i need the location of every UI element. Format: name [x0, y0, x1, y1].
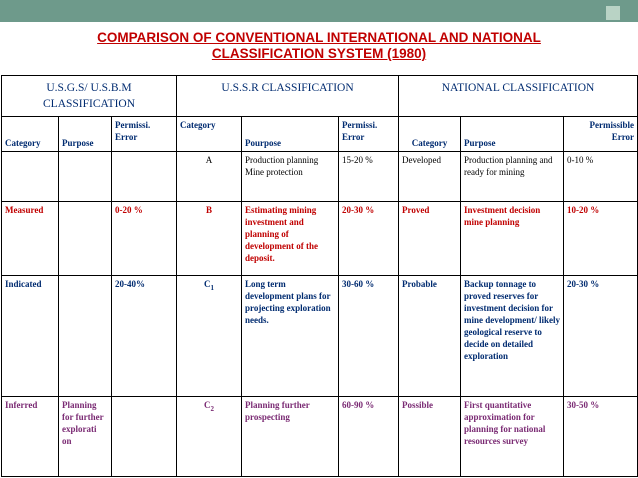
table-row [2, 202, 638, 276]
title-line-2: CLASSIFICATION SYSTEM (1980) [211, 46, 427, 61]
nat-error-cell: 20-30 % [564, 276, 638, 397]
ussr-purpose-cell: Planning further prospecting [242, 397, 339, 477]
usgs-error-cell [112, 397, 177, 477]
page-title [0, 30, 638, 62]
group-usgs: U.S.G.S/ U.S.B.M CLASSIFICATION [2, 76, 177, 117]
group-header-row [2, 76, 638, 117]
ussr-purpose-cell: Long term development plans for projecting exploration needs. [242, 276, 339, 397]
nat-purpose-cell: Investment decision mine planning [461, 202, 564, 276]
usgs-error-cell [112, 152, 177, 202]
header-nat-purpose: Purpose [461, 117, 564, 152]
usgs-category-cell: Inferred [2, 397, 59, 477]
group-national: NATIONAL CLASSIFICATION [399, 76, 638, 117]
table-row [2, 152, 638, 202]
ussr-purpose-cell: Estimating mining investment and planning of development of the deposit. [242, 202, 339, 276]
ussr-error-cell: 15-20 % [339, 152, 399, 202]
nat-error-cell: 10-20 % [564, 202, 638, 276]
header-usgs-category: Category [2, 117, 59, 152]
ussr-error-cell: 60-90 % [339, 397, 399, 477]
nat-error-cell: 30-50 % [564, 397, 638, 477]
ussr-category-subscript: 2 [210, 404, 215, 413]
classification-table [1, 75, 638, 477]
usgs-category-cell: Indicated [2, 276, 59, 397]
header-nat-category: Category [399, 117, 461, 152]
usgs-error-cell: 0-20 % [112, 202, 177, 276]
ussr-category-letter: B [206, 205, 213, 215]
ussr-category-cell [177, 397, 242, 477]
ussr-purpose-cell: Production planning Mine protection [242, 152, 339, 202]
nat-category-cell: Possible [399, 397, 461, 477]
ussr-category-letter: C [204, 279, 211, 289]
usgs-purpose-cell [59, 152, 112, 202]
usgs-purpose-cell: Planning for further explorati on [59, 397, 112, 477]
ussr-category-letter: C [204, 400, 211, 410]
header-usgs-purpose: Purpose [59, 117, 112, 152]
top-bar [0, 0, 638, 22]
nat-purpose-cell: First quantitative approximation for planning for national resources survey [461, 397, 564, 477]
group-ussr: U.S.S.R CLASSIFICATION [177, 76, 399, 117]
nat-error-cell: 0-10 % [564, 152, 638, 202]
corner-square [606, 6, 620, 20]
usgs-error-cell: 20-40% [112, 276, 177, 397]
usgs-category-cell: Measured [2, 202, 59, 276]
header-ussr-category: Category [177, 117, 242, 152]
ussr-category-cell [177, 202, 242, 276]
header-ussr-error: Permissi. Error [339, 117, 399, 152]
nat-purpose-cell: Production planning and ready for mining [461, 152, 564, 202]
ussr-category-cell [177, 276, 242, 397]
nat-category-cell: Proved [399, 202, 461, 276]
ussr-category-letter: A [205, 155, 213, 165]
table-row [2, 276, 638, 397]
ussr-category-cell [177, 152, 242, 202]
column-header-row [2, 117, 638, 152]
table-row [2, 397, 638, 477]
usgs-category-cell [2, 152, 59, 202]
title-line-1: COMPARISON OF CONVENTIONAL INTERNATIONAL AND NATIONAL [97, 30, 541, 45]
nat-purpose-cell: Backup tonnage to proved reserves for investment decision for mine development/ likely geological reserve to decide on detailed exploration [461, 276, 564, 397]
nat-category-cell: Developed [399, 152, 461, 202]
usgs-purpose-cell [59, 202, 112, 276]
header-ussr-purpose: Pourpose [242, 117, 339, 152]
usgs-purpose-cell [59, 276, 112, 397]
ussr-error-cell: 30-60 % [339, 276, 399, 397]
header-nat-error: Permissible Error [564, 117, 638, 152]
nat-category-cell: Probable [399, 276, 461, 397]
header-usgs-error: Permissi. Error [112, 117, 177, 152]
ussr-error-cell: 20-30 % [339, 202, 399, 276]
ussr-category-subscript: 1 [210, 283, 215, 292]
